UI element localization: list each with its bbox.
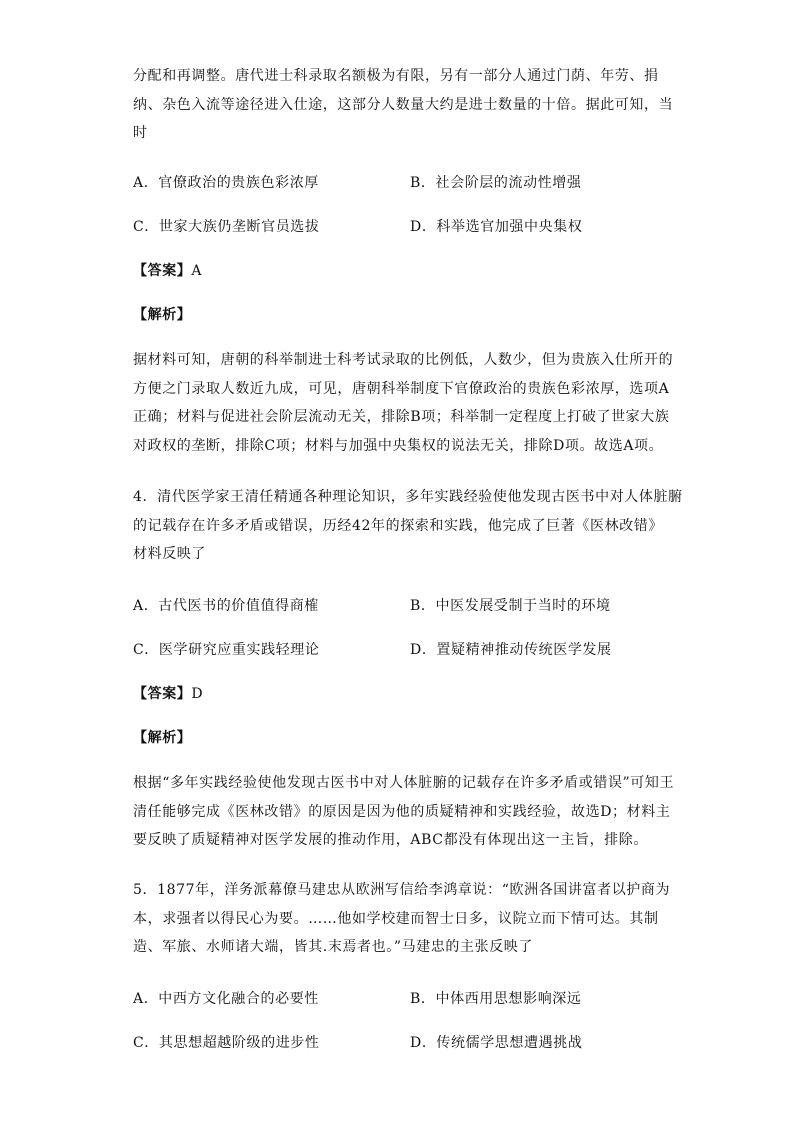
text-line: 分配和再调整。唐代进士科录取名额极为有限，另有一部分人通过门荫、年劳、捐 bbox=[133, 68, 659, 84]
text-line: 据材料可知，唐朝的科举制进士科考试录取的比例低，人数少，但为贵族入仕所开的 bbox=[133, 352, 674, 368]
q4-answer bbox=[133, 684, 203, 704]
text-line: 本，求强者以得民心为要。……他如学校建而智士日多，议院立而下情可达。其制 bbox=[133, 910, 659, 927]
q3-answer bbox=[133, 261, 202, 281]
q5-stem bbox=[133, 876, 671, 962]
answer-label: 【答案】 bbox=[133, 686, 192, 702]
q5-option-b: B．中体西用思想影响深远 bbox=[410, 991, 582, 1007]
q3-option-b: B．社会阶层的流动性增强 bbox=[410, 175, 582, 191]
q4-option-a: A．古代医书的价值值得商榷 bbox=[133, 598, 319, 614]
q5-option-d: D．传统儒学思想遭遇挑战 bbox=[410, 1035, 583, 1051]
q5-option-a: A．中西方文化融合的必要性 bbox=[133, 991, 319, 1007]
q4-option-c: C．医学研究应重实践轻理论 bbox=[133, 642, 320, 658]
text-line: 造、军旅、水师诸大端，皆其.末焉者也。”马建忠的主张反映了 bbox=[133, 939, 534, 955]
q4-stem bbox=[133, 483, 683, 569]
q3-option-a: A．官僚政治的贵族色彩浓厚 bbox=[133, 175, 319, 191]
answer-value: D bbox=[191, 686, 204, 702]
text-line: 清任能够完成《医林改错》的原因是因为他的质疑精神和实践经验，故选D；材料主 bbox=[133, 803, 671, 820]
text-line: 5．1877年，洋务派幕僚马建忠从欧洲写信给李鸿章说：“欧洲各国讲富者以护商为 bbox=[133, 882, 671, 898]
q3-option-d: D．科举选官加强中央集权 bbox=[410, 219, 583, 235]
text-line: 方便之门录取人数近九成，可见，唐朝科举制度下官僚政治的贵族色彩浓厚，选项A bbox=[133, 380, 670, 397]
text-line: 要反映了质疑精神对医学发展的推动作用，ABC都没有体现出这一主旨，排除。 bbox=[133, 832, 648, 848]
text-line: 时 bbox=[133, 125, 148, 141]
answer-value: A bbox=[191, 263, 203, 279]
text-line: 根据“多年实践经验使他发现古医书中对人体脏腑的记载存在许多矛盾或错误”可知王 bbox=[133, 775, 675, 791]
q4-analysis bbox=[133, 769, 675, 855]
q3-analysis bbox=[133, 346, 674, 460]
q5-option-c: C．其思想超越阶级的进步性 bbox=[133, 1035, 320, 1051]
q3-stem-continuation bbox=[133, 62, 674, 148]
q3-option-c: C．世家大族仍垄断官员选拔 bbox=[133, 219, 320, 235]
q4-option-d: D．置疑精神推动传统医学发展 bbox=[410, 642, 612, 658]
text-line: 材料反映了 bbox=[133, 546, 206, 562]
text-line: 4．清代医学家王清任精通各种理论知识，多年实践经验使他发现古医书中对人体脏腑 bbox=[133, 489, 683, 505]
text-line: 正确；材料与促进社会阶层流动无关，排除B项；科举制一定程度上打破了世家大族 bbox=[133, 409, 670, 425]
q4-analysis-label: 【解析】 bbox=[133, 730, 192, 746]
text-line: 纳、杂色入流等途径进入仕途，这部分人数量大约是进士数量的十倍。据此可知，当 bbox=[133, 96, 674, 113]
text-line: 对政权的垄断，排除C项；材料与加强中央集权的说法无关，排除D项。故选A项。 bbox=[133, 437, 664, 454]
answer-label: 【答案】 bbox=[133, 263, 192, 279]
q3-analysis-label: 【解析】 bbox=[133, 307, 192, 323]
text-line: 的记载存在许多矛盾或错误，历经42年的探索和实践，他完成了巨著《医林改错》 bbox=[133, 517, 664, 534]
q4-option-b: B．中医发展受制于当时的环境 bbox=[410, 598, 611, 614]
